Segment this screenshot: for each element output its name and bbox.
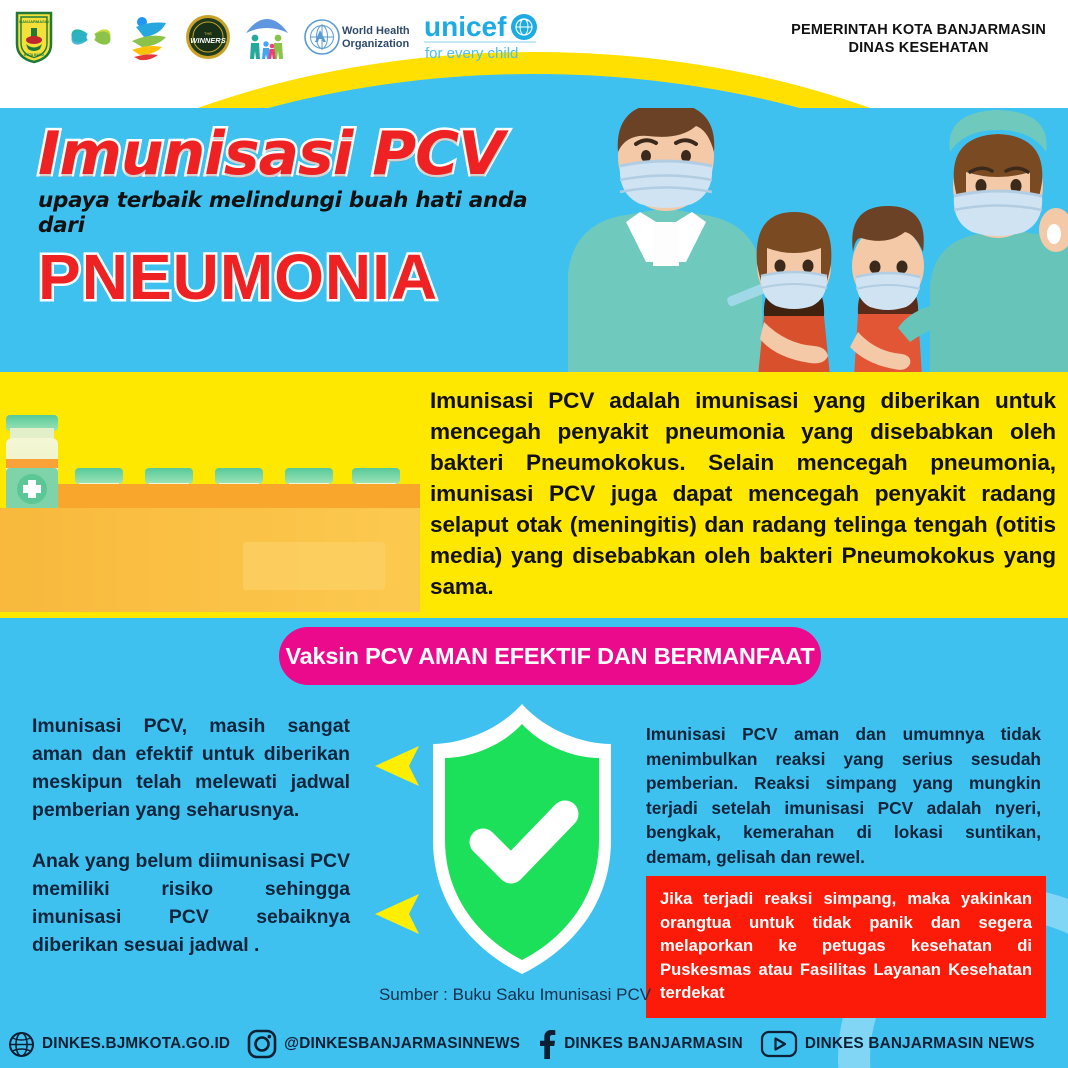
page-title: Imunisasi PCV xyxy=(38,119,504,189)
highlight-banner xyxy=(279,627,821,685)
left-paragraph-1: Imunisasi PCV, masih sangat aman dan efektif untuk diberikan meskipun telah melewati jadwal pemberian yang seharusnya. xyxy=(32,715,350,822)
footer-social-bar xyxy=(0,1020,1068,1068)
globe-icon xyxy=(8,1031,35,1058)
germas-clover-logo xyxy=(67,13,115,61)
yellow-info-panel xyxy=(0,372,1068,618)
gov-line-1: PEMERINTAH KOTA BANJARMASIN xyxy=(791,22,1046,38)
header-blue-curve xyxy=(0,74,1068,108)
shield-graphic xyxy=(425,700,620,980)
svg-text:KOTA BARU: KOTA BARU xyxy=(24,53,44,57)
banjarmasin-city-seal-logo xyxy=(14,10,54,64)
vaccine-vials-box-illustration xyxy=(0,372,420,618)
left-chevron-arrow-icon-2 xyxy=(365,890,421,938)
source-caption: Sumber : Buku Saku Imunisasi PCV xyxy=(378,985,652,1004)
right-text-column xyxy=(646,722,1041,869)
instagram-icon xyxy=(247,1029,277,1059)
highlight-banner-text: Vaksin PCV AMAN EFEKTIF DAN BERMANFAAT xyxy=(285,642,815,669)
svg-text:WINNERS: WINNERS xyxy=(190,36,226,45)
svg-text:World Health: World Health xyxy=(342,25,410,37)
unicef-tagline: for every child xyxy=(425,45,519,62)
doctor-nurse-children-vaccination-illustration xyxy=(558,94,1068,376)
footer-youtube[interactable] xyxy=(760,1030,1035,1058)
svg-text:THE: THE xyxy=(204,31,212,36)
footer-facebook[interactable] xyxy=(537,1029,743,1059)
green-shield-check-icon xyxy=(425,700,620,980)
warning-box-text: Jika terjadi reaksi simpang, maka yakinkan orangtua untuk tidak panik dan segera melaporkan ke petugas kesehatan di Puskesmas atau Fasilitas Layanan Kesehatan terdekat xyxy=(660,889,1032,1003)
youtube-icon xyxy=(760,1030,798,1058)
yellow-panel-text: Imunisasi PCV adalah imunisasi yang diberikan untuk mencegah penyakit pneumonia yang disebabkan oleh bakteri Pneumokokus. Selain mencegah pneumonia, imunisasi PCV juga dapat mencegah penyakit radang selaput otak (meningitis) dan radang telinga tengah (otitis media) yang disebabkan oleh bakteri Pneumokokus yang sama. xyxy=(430,388,1056,599)
svg-text:unicef: unicef xyxy=(424,11,507,42)
right-paragraph-1: Imunisasi PCV aman dan umumnya tidak menimbulkan reaksi yang serius sesudah pemberian. Reaksi simpang yang mungkin terjadi setelah imunisasi PCV adalah nyeri, bengkak, kemerahan di lokasi suntikan, demam, gelisah dan rewel. xyxy=(646,724,1041,867)
hero-title-block xyxy=(38,119,558,313)
footer-facebook-label: DINKES BANJARMASIN xyxy=(564,1035,743,1052)
footer-website-label: DINKES.BJMKOTA.GO.ID xyxy=(42,1035,231,1052)
left-text-column xyxy=(32,712,350,959)
svg-text:Organization: Organization xyxy=(342,38,410,50)
family-umbrella-logo xyxy=(244,13,290,61)
footer-website[interactable] xyxy=(8,1031,230,1058)
footer-instagram-label: @DINKESBANJARMASINNEWS xyxy=(284,1035,521,1052)
who-logo xyxy=(303,16,411,58)
gov-line-2: DINAS KESEHATAN xyxy=(848,40,989,57)
facebook-icon xyxy=(537,1029,557,1059)
footer-youtube-label: DINKES BANJARMASIN NEWS xyxy=(804,1035,1035,1052)
the-winners-award-logo xyxy=(185,14,231,60)
svg-text:BANJARMASIN: BANJARMASIN xyxy=(19,19,49,24)
page-title-pneumonia: PNEUMONIA xyxy=(38,241,439,313)
unicef-logo xyxy=(424,11,542,63)
logo-row xyxy=(14,8,542,66)
footer-instagram[interactable] xyxy=(247,1029,520,1059)
banjarmasin-figure-logo xyxy=(128,13,172,61)
left-chevron-arrow-icon-1 xyxy=(365,742,421,790)
left-paragraph-2: Anak yang belum diimunisasi PCV memiliki risiko sehingga imunisasi PCV sebaiknya diberikan sesuai jadwal . xyxy=(32,849,350,956)
government-title xyxy=(791,21,1046,57)
hero-section xyxy=(0,86,1068,374)
page-subtitle: upaya terbaik melindungi buah hati anda dari xyxy=(38,188,528,238)
